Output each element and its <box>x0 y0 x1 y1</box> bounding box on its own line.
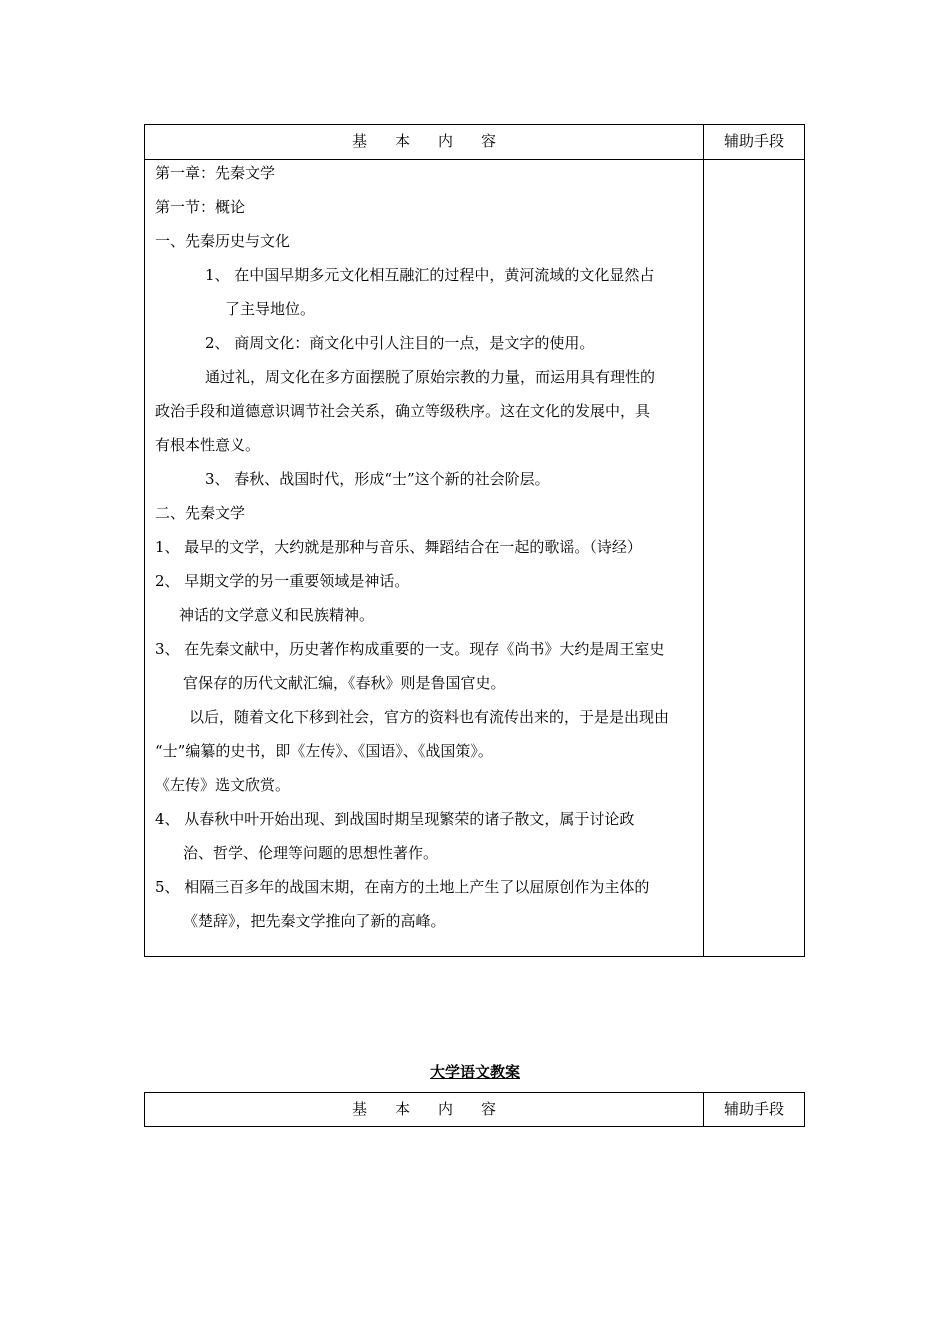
heading-pre-qin-literature: 二、先秦文学 <box>155 504 246 522</box>
paragraph-line: 《楚辞》，把先秦文学推向了新的高峰。 <box>183 912 446 930</box>
header-char: 内 <box>438 1100 454 1118</box>
paragraph-line: 1、 在中国早期多元文化相互融汇的过程中，黄河流域的文化显然占 <box>205 266 655 284</box>
chapter-title: 第一章：先秦文学 <box>155 164 276 182</box>
section-title: 第一节：概论 <box>155 198 246 216</box>
paragraph-line: 5、 相隔三百多年的战国末期，在南方的土地上产生了以屈原创作为主体的 <box>155 878 650 896</box>
header-basic-content <box>145 1093 703 1127</box>
paragraph-line: 治、哲学、伦理等问题的思想性著作。 <box>183 844 439 862</box>
header-char: 基 <box>351 1100 367 1118</box>
paragraph-line: 有根本性意义。 <box>155 436 261 454</box>
paragraph-line: 政治手段和道德意识调节社会关系，确立等级秩序。这在文化的发展中，具 <box>155 402 651 420</box>
header-char: 基 <box>351 132 367 150</box>
header-aux-means: 辅助手段 <box>723 132 784 150</box>
paragraph-line: 《左传》选文欣赏。 <box>155 776 291 794</box>
paragraph-line: 神话的文学意义和民族精神。 <box>179 606 375 624</box>
paragraph-line: 2、 商周文化：商文化中引人注目的一点，是文字的使用。 <box>205 334 595 352</box>
table-header-row <box>145 1093 804 1127</box>
header-char: 本 <box>394 132 410 150</box>
paragraph-line: 4、 从春秋中叶开始出现、到战国时期呈现繁荣的诸子散文，属于讨论政 <box>155 810 635 828</box>
header-aux-means: 辅助手段 <box>723 1100 784 1118</box>
paragraph-line: 1、 最早的文学，大约就是那种与音乐、舞蹈结合在一起的歌谣。（诗经） <box>155 538 642 556</box>
next-page-table <box>144 1092 805 1127</box>
header-char: 内 <box>438 132 454 150</box>
header-char: 容 <box>481 1100 497 1118</box>
column-divider <box>703 125 704 956</box>
paragraph-line: 3、 在先秦文献中，历史著作构成重要的一支。现存《尚书》大约是周王室史 <box>155 640 665 658</box>
table-header-row <box>145 125 804 160</box>
paragraph-line: 了主导地位。 <box>225 300 316 318</box>
paragraph-line: 官保存的历代文献汇编，《春秋》则是鲁国官史。 <box>183 674 506 692</box>
header-char: 容 <box>481 132 497 150</box>
document-title: 大学语文教案 <box>429 1063 520 1081</box>
header-basic-content <box>145 125 703 159</box>
paragraph-line: 以后，随着文化下移到社会，官方的资料也有流传出来的，于是是出现由 <box>189 708 670 726</box>
paragraph-line: “士”编纂的史书，即《左传》、《国语》、《战国策》。 <box>155 742 493 760</box>
content-table <box>144 124 805 957</box>
column-divider <box>703 1093 704 1126</box>
paragraph-line: 3、 春秋、战国时代，形成“士”这个新的社会阶层。 <box>205 470 550 488</box>
paragraph-line: 2、 早期文学的另一重要领域是神话。 <box>155 572 410 590</box>
heading-history-culture: 一、先秦历史与文化 <box>155 232 291 250</box>
header-char: 本 <box>394 1100 410 1118</box>
paragraph-line: 通过礼，周文化在多方面摆脱了原始宗教的力量，而运用具有理性的 <box>205 368 656 386</box>
